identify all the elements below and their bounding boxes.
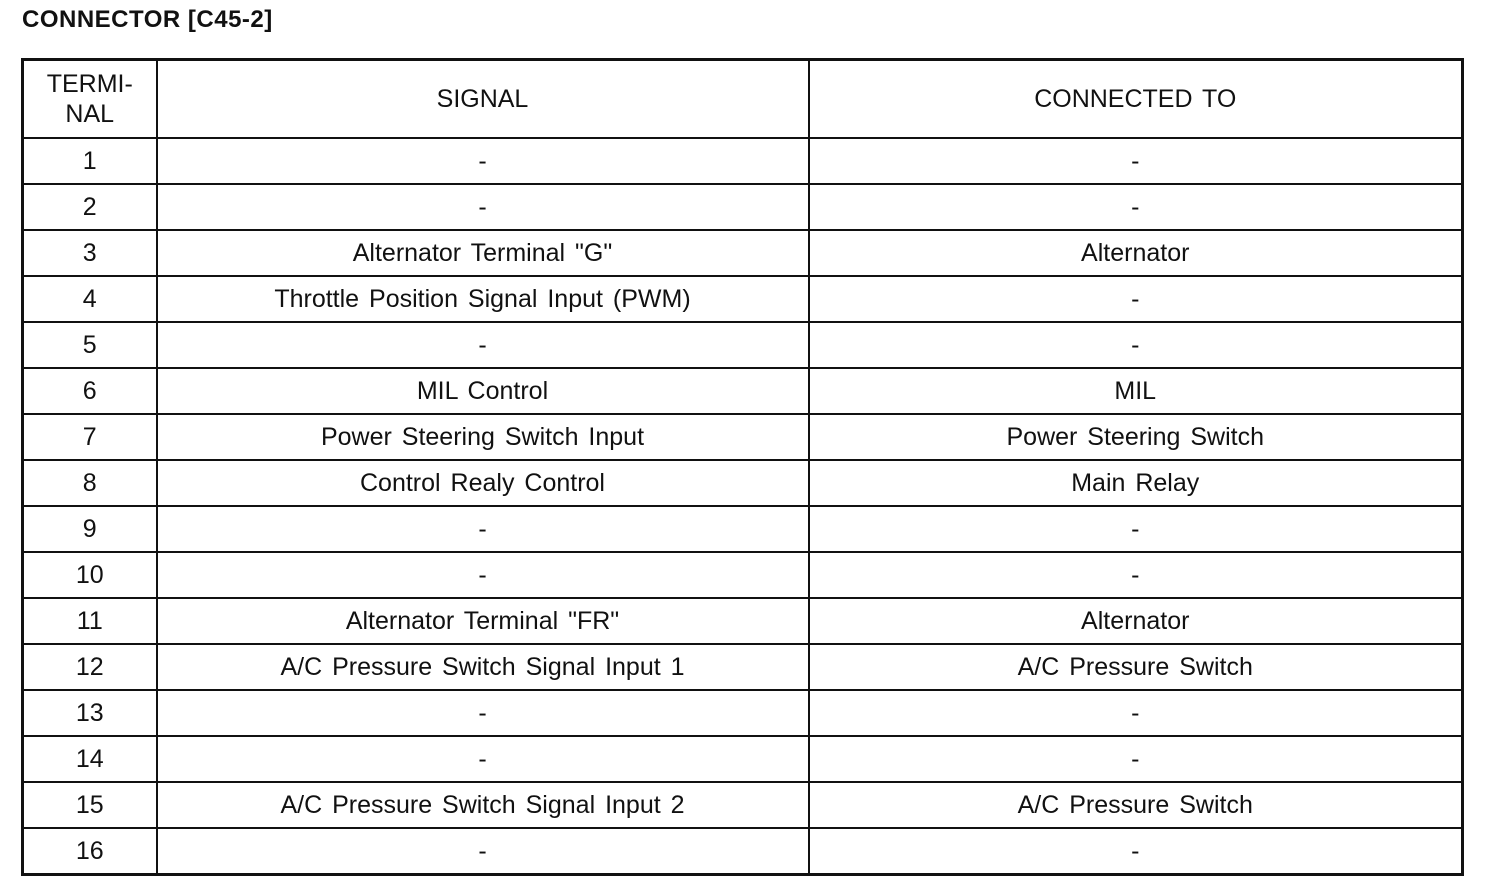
cell-connected-to: Power Steering Switch (809, 414, 1463, 460)
cell-signal: Throttle Position Signal Input (PWM) (157, 276, 809, 322)
connector-table (21, 58, 1464, 876)
cell-signal: - (157, 506, 809, 552)
cell-signal: MIL Control (157, 368, 809, 414)
cell-terminal: 5 (23, 322, 157, 368)
cell-signal: - (157, 736, 809, 782)
cell-connected-to: - (809, 138, 1463, 184)
cell-signal: - (157, 552, 809, 598)
cell-signal: - (157, 828, 809, 875)
page-title: CONNECTOR [C45-2] (22, 6, 273, 33)
cell-connected-to: - (809, 276, 1463, 322)
cell-connected-to: - (809, 322, 1463, 368)
cell-signal: A/C Pressure Switch Signal Input 2 (157, 782, 809, 828)
table-row (23, 138, 1463, 184)
cell-connected-to: Alternator (809, 598, 1463, 644)
cell-terminal: 16 (23, 828, 157, 875)
cell-terminal: 13 (23, 690, 157, 736)
cell-terminal: 7 (23, 414, 157, 460)
table-row (23, 828, 1463, 875)
table-row (23, 690, 1463, 736)
cell-connected-to: Main Relay (809, 460, 1463, 506)
cell-connected-to: A/C Pressure Switch (809, 644, 1463, 690)
cell-connected-to: - (809, 736, 1463, 782)
cell-signal: - (157, 322, 809, 368)
header-terminal-line1: TERMI- (46, 70, 133, 98)
cell-terminal: 3 (23, 230, 157, 276)
cell-connected-to: - (809, 506, 1463, 552)
table-row (23, 736, 1463, 782)
cell-signal: A/C Pressure Switch Signal Input 1 (157, 644, 809, 690)
table-row (23, 230, 1463, 276)
header-connected-to: CONNECTED TO (809, 60, 1463, 139)
cell-connected-to: - (809, 184, 1463, 230)
cell-signal: Power Steering Switch Input (157, 414, 809, 460)
cell-signal: Alternator Terminal "G" (157, 230, 809, 276)
cell-terminal: 8 (23, 460, 157, 506)
header-terminal (23, 60, 157, 139)
cell-signal: Control Realy Control (157, 460, 809, 506)
cell-connected-to: - (809, 690, 1463, 736)
table-row (23, 368, 1463, 414)
table-row (23, 598, 1463, 644)
table-row (23, 414, 1463, 460)
table-row (23, 184, 1463, 230)
cell-signal: - (157, 138, 809, 184)
cell-signal: - (157, 184, 809, 230)
table-row (23, 276, 1463, 322)
cell-terminal: 14 (23, 736, 157, 782)
cell-terminal: 11 (23, 598, 157, 644)
cell-connected-to: A/C Pressure Switch (809, 782, 1463, 828)
cell-terminal: 9 (23, 506, 157, 552)
cell-connected-to: Alternator (809, 230, 1463, 276)
table-row (23, 644, 1463, 690)
table-row (23, 460, 1463, 506)
cell-signal: - (157, 690, 809, 736)
table-row (23, 782, 1463, 828)
table-row (23, 506, 1463, 552)
cell-terminal: 1 (23, 138, 157, 184)
cell-connected-to: MIL (809, 368, 1463, 414)
table-row (23, 552, 1463, 598)
cell-terminal: 12 (23, 644, 157, 690)
table-row (23, 322, 1463, 368)
cell-terminal: 10 (23, 552, 157, 598)
header-row (23, 60, 1463, 139)
cell-connected-to: - (809, 828, 1463, 875)
cell-terminal: 15 (23, 782, 157, 828)
cell-terminal: 6 (23, 368, 157, 414)
cell-connected-to: - (809, 552, 1463, 598)
cell-signal: Alternator Terminal "FR" (157, 598, 809, 644)
cell-terminal: 2 (23, 184, 157, 230)
header-signal: SIGNAL (157, 60, 809, 139)
header-terminal-line2: NAL (65, 100, 115, 128)
cell-terminal: 4 (23, 276, 157, 322)
